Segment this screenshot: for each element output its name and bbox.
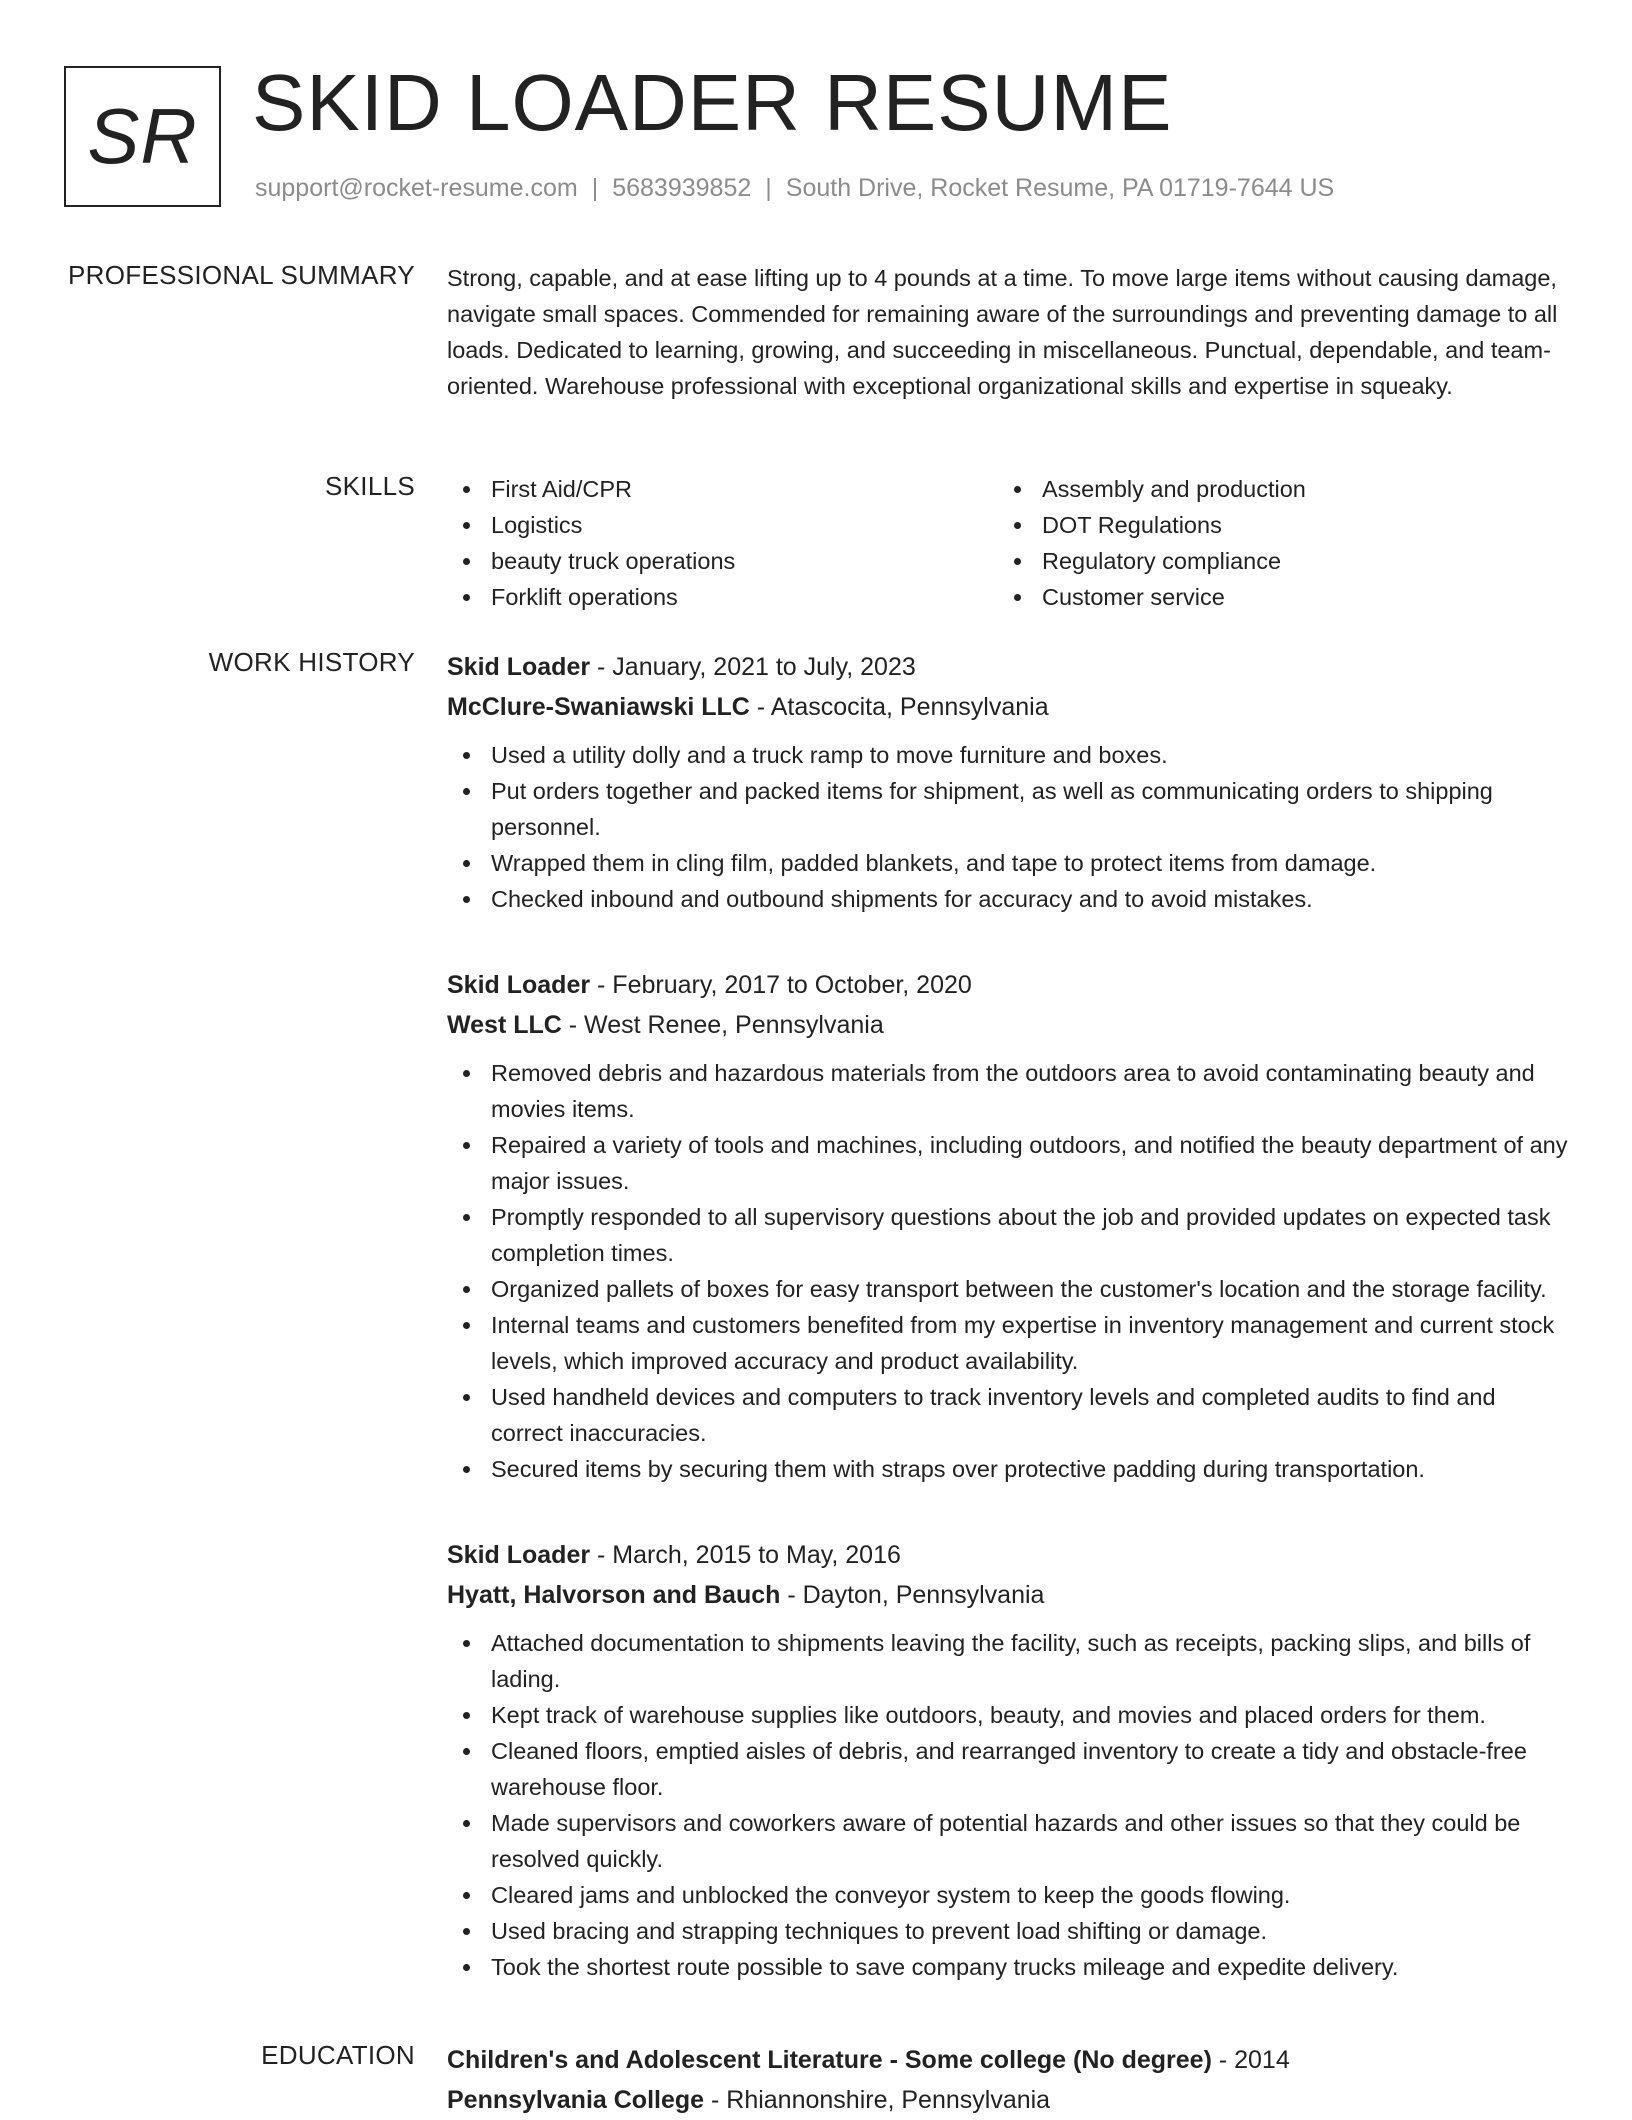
duty-item: Took the shortest route possible to save company trucks mileage and expedite delivery. xyxy=(447,1949,1572,1985)
skill-item: Regulatory compliance xyxy=(998,543,1549,579)
job-company: Hyatt, Halvorson and Bauch xyxy=(447,1581,781,1609)
job-duties xyxy=(447,1055,1572,1487)
contact-separator: | xyxy=(765,174,772,202)
job-company: West LLC xyxy=(447,1011,562,1039)
monogram-initials: SR xyxy=(87,92,198,180)
duty-item: Put orders together and packed items for shipment, as well as communicating orders to shipping personnel. xyxy=(447,773,1572,845)
section-title-summary: PROFESSIONAL SUMMARY xyxy=(68,260,415,290)
job-entry xyxy=(447,965,1572,1487)
job-role: Skid Loader xyxy=(447,1541,591,1569)
contact-phone[interactable]: 5683939852 xyxy=(612,174,752,202)
job-title-line xyxy=(447,647,1572,687)
summary-text: Strong, capable, and at ease lifting up to 4 pounds at a time. To move large items without causing damage, navigate small spaces. Commended for remaining aware of the surroundings and preventing damage to all loads. Dedicated to learning, growing, and succeeding in miscellaneous. Punctual, dependable, and team-oriented. Warehouse professional with exceptional organizational skills and expertise in squeaky. xyxy=(447,265,1558,399)
job-company-line xyxy=(447,1005,1572,1045)
education-school: Pennsylvania College xyxy=(447,2086,705,2114)
education-degree: Children's and Adolescent Literature - Some college (No degree) xyxy=(447,2046,1212,2074)
section-title-education: EDUCATION xyxy=(261,2040,415,2070)
job-company: McClure-Swaniawski LLC xyxy=(447,693,750,721)
skill-item: Forklift operations xyxy=(447,579,998,615)
job-location: - West Renee, Pennsylvania xyxy=(561,1011,884,1039)
education-school-line xyxy=(447,2080,1572,2120)
job-company-line xyxy=(447,687,1572,727)
contact-email[interactable]: support@rocket-resume.com xyxy=(255,174,578,202)
resume-title: SKID LOADER RESUME xyxy=(252,58,1173,147)
duty-item: Made supervisors and coworkers aware of potential hazards and other issues so that they could be resolved quickly. xyxy=(447,1805,1572,1877)
skill-item: DOT Regulations xyxy=(998,507,1549,543)
job-company-line xyxy=(447,1575,1572,1615)
job-entry xyxy=(447,1535,1572,1985)
education-year: - 2014 xyxy=(1211,2046,1290,2074)
duty-item: Promptly responded to all supervisory questions about the job and provided updates on expected task completion times. xyxy=(447,1199,1572,1271)
duty-item: Removed debris and hazardous materials from the outdoors area to avoid contaminating beauty and movies items. xyxy=(447,1055,1572,1127)
education-degree-line xyxy=(447,2040,1572,2080)
skill-item: Assembly and production xyxy=(998,471,1549,507)
skill-item: beauty truck operations xyxy=(447,543,998,579)
skill-item: Logistics xyxy=(447,507,998,543)
duty-item: Attached documentation to shipments leaving the facility, such as receipts, packing slips, and bills of lading. xyxy=(447,1625,1572,1697)
education-body xyxy=(447,2040,1572,2120)
job-role: Skid Loader xyxy=(447,653,591,681)
duty-item: Used bracing and strapping techniques to prevent load shifting or damage. xyxy=(447,1913,1572,1949)
job-title-line xyxy=(447,965,1572,1005)
work-history-body xyxy=(447,647,1572,2033)
duty-item: Kept track of warehouse supplies like outdoors, beauty, and movies and placed orders for them. xyxy=(447,1697,1572,1733)
duty-item: Repaired a variety of tools and machines, including outdoors, and notified the beauty department of any major issues. xyxy=(447,1127,1572,1199)
contact-separator: | xyxy=(591,174,599,202)
skills-column-left xyxy=(447,471,998,615)
section-title-work: WORK HISTORY xyxy=(208,647,415,677)
job-role: Skid Loader xyxy=(447,971,591,999)
contact-address: South Drive, Rocket Resume, PA 01719-7644 US xyxy=(785,174,1335,202)
duty-item: Secured items by securing them with straps over protective padding during transportation. xyxy=(447,1451,1572,1487)
education-location: - Rhiannonshire, Pennsylvania xyxy=(704,2086,1051,2114)
job-duties xyxy=(447,737,1572,917)
section-title-skills: SKILLS xyxy=(325,471,415,501)
summary-body xyxy=(447,260,1572,404)
duty-item: Wrapped them in cling film, padded blankets, and tape to protect items from damage. xyxy=(447,845,1572,881)
skills-column-right xyxy=(998,471,1549,615)
skills-grid xyxy=(447,471,1572,615)
job-dates: - February, 2017 to October, 2020 xyxy=(590,971,972,999)
contact-line xyxy=(255,174,1334,203)
job-location: - Dayton, Pennsylvania xyxy=(780,1581,1045,1609)
duty-item: Used handheld devices and computers to track inventory levels and completed audits to find and correct inaccuracies. xyxy=(447,1379,1572,1451)
monogram-box xyxy=(64,66,221,207)
job-location: - Atascocita, Pennsylvania xyxy=(749,693,1049,721)
duty-item: Organized pallets of boxes for easy transport between the customer's location and the storage facility. xyxy=(447,1271,1572,1307)
skill-item: Customer service xyxy=(998,579,1549,615)
job-dates: - January, 2021 to July, 2023 xyxy=(590,653,916,681)
duty-item: Used a utility dolly and a truck ramp to move furniture and boxes. xyxy=(447,737,1572,773)
duty-item: Cleared jams and unblocked the conveyor system to keep the goods flowing. xyxy=(447,1877,1572,1913)
skill-item: First Aid/CPR xyxy=(447,471,998,507)
job-title-line xyxy=(447,1535,1572,1575)
job-dates: - March, 2015 to May, 2016 xyxy=(590,1541,901,1569)
job-duties xyxy=(447,1625,1572,1985)
job-entry xyxy=(447,647,1572,917)
duty-item: Cleaned floors, emptied aisles of debris, and rearranged inventory to create a tidy and obstacle-free warehouse floor. xyxy=(447,1733,1572,1805)
duty-item: Internal teams and customers benefited from my expertise in inventory management and current stock levels, which improved accuracy and product availability. xyxy=(447,1307,1572,1379)
duty-item: Checked inbound and outbound shipments for accuracy and to avoid mistakes. xyxy=(447,881,1572,917)
